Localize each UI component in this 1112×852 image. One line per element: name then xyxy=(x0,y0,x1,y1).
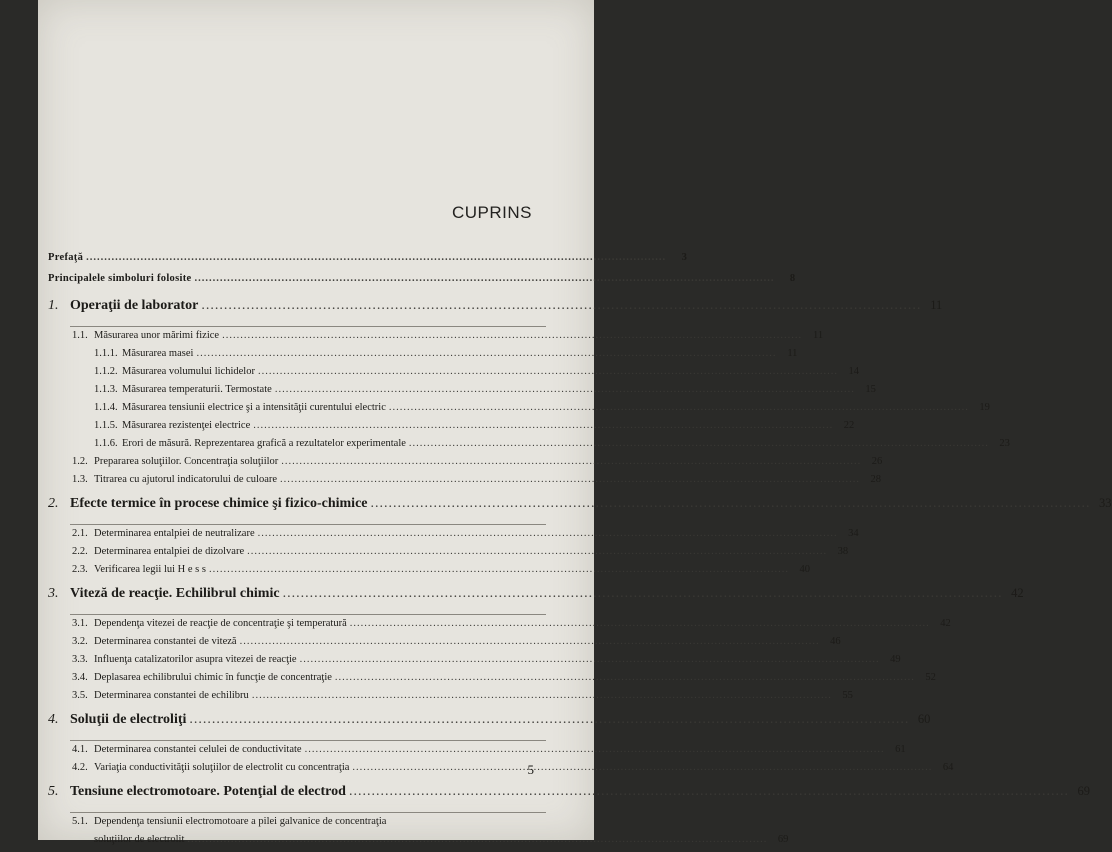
toc-page-number: 11 xyxy=(787,348,798,359)
leader-dots xyxy=(252,690,832,701)
section-number: 1.1.2. xyxy=(94,366,118,377)
toc-subsection[interactable] xyxy=(46,420,855,438)
leader-dots xyxy=(371,496,1091,512)
section-title: Determinarea constantei de viteză xyxy=(94,636,237,647)
leader-dots xyxy=(409,438,989,449)
toc-page-number: 60 xyxy=(917,712,931,726)
leader-dots xyxy=(305,744,885,755)
section-number: 4.2. xyxy=(72,762,88,773)
chapter-title: Efecte termice în procese chimice şi fizico-chimice xyxy=(70,496,368,511)
leader-dots xyxy=(300,654,880,665)
section-title: Dependenţa tensiunii electromotoare a pilei galvanice de concentraţia xyxy=(94,816,387,827)
toc-entry-preface[interactable] xyxy=(46,252,688,273)
leader-dots xyxy=(187,834,767,845)
toc-page-number: 69 xyxy=(777,834,789,845)
section-title: Măsurarea temperaturii. Termostate xyxy=(122,384,272,395)
leader-dots xyxy=(258,366,838,377)
section-title: Măsurarea masei xyxy=(122,348,194,359)
leader-dots xyxy=(222,330,802,341)
chapter-title: Soluţii de electroliţi xyxy=(70,712,187,727)
section-title: Deplasarea echilibrului chimic în funcţie de concentraţie xyxy=(94,672,332,683)
toc-chapter-3[interactable] xyxy=(46,586,1024,614)
chapter-number: 1. xyxy=(48,298,59,313)
section-number: 3.3. xyxy=(72,654,88,665)
leader-dots xyxy=(240,636,820,647)
toc-subsection[interactable] xyxy=(46,348,798,366)
toc-section[interactable] xyxy=(46,636,841,654)
chapter-divider xyxy=(70,326,546,327)
toc-page-number: 14 xyxy=(848,366,859,377)
leader-dots xyxy=(194,273,774,284)
section-number: 3.2. xyxy=(72,636,88,647)
toc-section[interactable] xyxy=(46,546,849,564)
toc-page-number: 19 xyxy=(979,402,990,413)
section-title: Determinarea constantei de echilibru xyxy=(94,690,249,701)
section-number: 4.1. xyxy=(72,744,88,755)
toc-section[interactable] xyxy=(46,474,882,492)
chapter-divider xyxy=(70,740,546,741)
section-title: Dependenţa vitezei de reacţie de concentraţie şi temperatură xyxy=(94,618,347,629)
toc-section[interactable] xyxy=(46,456,883,474)
toc-entry-text: Principalele simboluri folosite xyxy=(48,273,192,284)
toc-subsection[interactable] xyxy=(46,402,990,420)
chapter-divider xyxy=(70,614,546,615)
toc-subsection[interactable] xyxy=(46,366,859,384)
toc-chapter-5[interactable] xyxy=(46,784,1090,812)
toc-page-number: 8 xyxy=(789,273,796,284)
toc-page-number: 26 xyxy=(871,456,883,467)
leader-dots xyxy=(189,712,909,728)
section-number: 1.1.3. xyxy=(94,384,118,395)
leader-dots xyxy=(281,456,861,467)
leader-dots xyxy=(86,252,666,263)
section-number: 1.1.4. xyxy=(94,402,118,413)
section-number: 1.1.6. xyxy=(94,438,118,449)
toc-page-number: 64 xyxy=(942,762,954,773)
section-number: 5.1. xyxy=(72,816,88,827)
toc-section[interactable] xyxy=(46,654,901,672)
toc-page-number: 11 xyxy=(930,298,943,312)
leader-dots xyxy=(209,564,789,575)
toc-chapter-1[interactable] xyxy=(46,298,943,326)
toc-page-number: 23 xyxy=(999,438,1010,449)
book-page xyxy=(38,0,1112,845)
leader-dots xyxy=(201,298,921,314)
section-title: Prepararea soluţiilor. Concentraţia soluţiilor xyxy=(94,456,279,467)
section-number: 1.1.1. xyxy=(94,348,118,359)
section-number: 2.1. xyxy=(72,528,88,539)
section-number: 3.4. xyxy=(72,672,88,683)
toc-page-number: 61 xyxy=(895,744,906,755)
table-of-contents xyxy=(46,252,1112,852)
toc-section[interactable] xyxy=(46,564,810,582)
toc-section-continuation[interactable] xyxy=(46,834,789,852)
toc-section[interactable] xyxy=(46,672,936,690)
toc-section[interactable] xyxy=(46,762,954,780)
section-title: Măsurarea tensiunii electrice şi a intensităţii curentului electric xyxy=(122,402,386,413)
section-title-continuation: soluţiilor de electrolit xyxy=(94,834,185,845)
chapter-number: 3. xyxy=(48,586,59,601)
leader-dots xyxy=(335,672,915,683)
toc-section[interactable] xyxy=(46,330,824,348)
section-number: 1.3. xyxy=(72,474,88,485)
leader-dots xyxy=(258,528,838,539)
section-number: 1.1.5. xyxy=(94,420,118,431)
chapter-title: Viteză de reacţie. Echilibrul chimic xyxy=(70,586,280,601)
section-title: Măsurarea rezistenţei electrice xyxy=(122,420,251,431)
section-number: 1.2. xyxy=(72,456,88,467)
toc-subsection[interactable] xyxy=(46,384,876,402)
chapter-number: 5. xyxy=(48,784,59,799)
leader-dots xyxy=(389,402,969,413)
toc-chapter-2[interactable] xyxy=(46,496,1112,524)
leader-dots xyxy=(350,618,930,629)
toc-subsection[interactable] xyxy=(46,438,1010,456)
toc-page-number: 40 xyxy=(799,564,810,575)
leader-dots xyxy=(352,762,932,773)
chapter-divider xyxy=(70,812,546,813)
toc-page-number: 3 xyxy=(681,252,688,263)
section-number: 2.3. xyxy=(72,564,88,575)
toc-section[interactable] xyxy=(46,816,546,834)
toc-section[interactable] xyxy=(46,618,951,636)
toc-section[interactable] xyxy=(46,744,906,762)
toc-page-number: 33 xyxy=(1099,496,1112,510)
chapter-divider xyxy=(70,524,546,525)
page-title: CUPRINS xyxy=(451,203,532,222)
toc-page-number: 46 xyxy=(830,636,841,647)
chapter-title: Tensiune electromotoare. Potenţial de electrod xyxy=(70,784,346,799)
section-title: Determinarea entalpiei de neutralizare xyxy=(94,528,255,539)
toc-section[interactable] xyxy=(46,690,853,708)
section-title: Determinarea entalpiei de dizolvare xyxy=(94,546,245,557)
section-title: Măsurarea volumului lichidelor xyxy=(122,366,255,377)
toc-page-number: 28 xyxy=(870,474,882,485)
leader-dots xyxy=(247,546,827,557)
section-number: 3.1. xyxy=(72,618,88,629)
page-number: 5 xyxy=(527,762,534,777)
toc-entry-text: Prefaţă xyxy=(48,252,84,263)
section-title: Determinarea constantei celulei de conductivitate xyxy=(94,744,302,755)
toc-chapter-4[interactable] xyxy=(46,712,931,740)
toc-page-number: 34 xyxy=(848,528,859,539)
leader-dots xyxy=(349,784,1069,800)
toc-page-number: 52 xyxy=(925,672,936,683)
leader-dots xyxy=(283,586,1003,602)
toc-page-number: 42 xyxy=(940,618,951,629)
chapter-title: Operaţii de laborator xyxy=(70,298,199,313)
toc-page-number: 55 xyxy=(842,690,853,701)
section-title: Erori de măsură. Reprezentarea grafică a rezultatelor experimentale xyxy=(122,438,406,449)
section-title: Titrarea cu ajutorul indicatorului de culoare xyxy=(94,474,278,485)
toc-page-number: 49 xyxy=(890,654,901,665)
section-number: 3.5. xyxy=(72,690,88,701)
leader-dots xyxy=(253,420,833,431)
toc-entry-symbols[interactable] xyxy=(46,273,796,294)
chapter-number: 2. xyxy=(48,496,59,511)
section-title: Verificarea legii lui H e s s xyxy=(94,564,206,575)
toc-section[interactable] xyxy=(46,528,859,546)
leader-dots xyxy=(280,474,860,485)
section-title: Variaţia conductivităţii soluţiilor de electrolit cu concentraţia xyxy=(94,762,350,773)
toc-page-number: 38 xyxy=(837,546,849,557)
section-number: 1.1. xyxy=(72,330,88,341)
section-title: Influenţa catalizatorilor asupra vitezei de reacţie xyxy=(94,654,297,665)
toc-page-number: 15 xyxy=(865,384,876,395)
section-number: 2.2. xyxy=(72,546,88,557)
toc-page-number: 22 xyxy=(843,420,855,431)
toc-page-number: 69 xyxy=(1077,784,1090,798)
toc-page-number: 42 xyxy=(1011,586,1024,600)
section-title: Măsurarea unor mărimi fizice xyxy=(94,330,220,341)
leader-dots xyxy=(275,384,855,395)
chapter-number: 4. xyxy=(48,712,59,727)
leader-dots xyxy=(196,348,776,359)
toc-page-number: 11 xyxy=(812,330,824,341)
